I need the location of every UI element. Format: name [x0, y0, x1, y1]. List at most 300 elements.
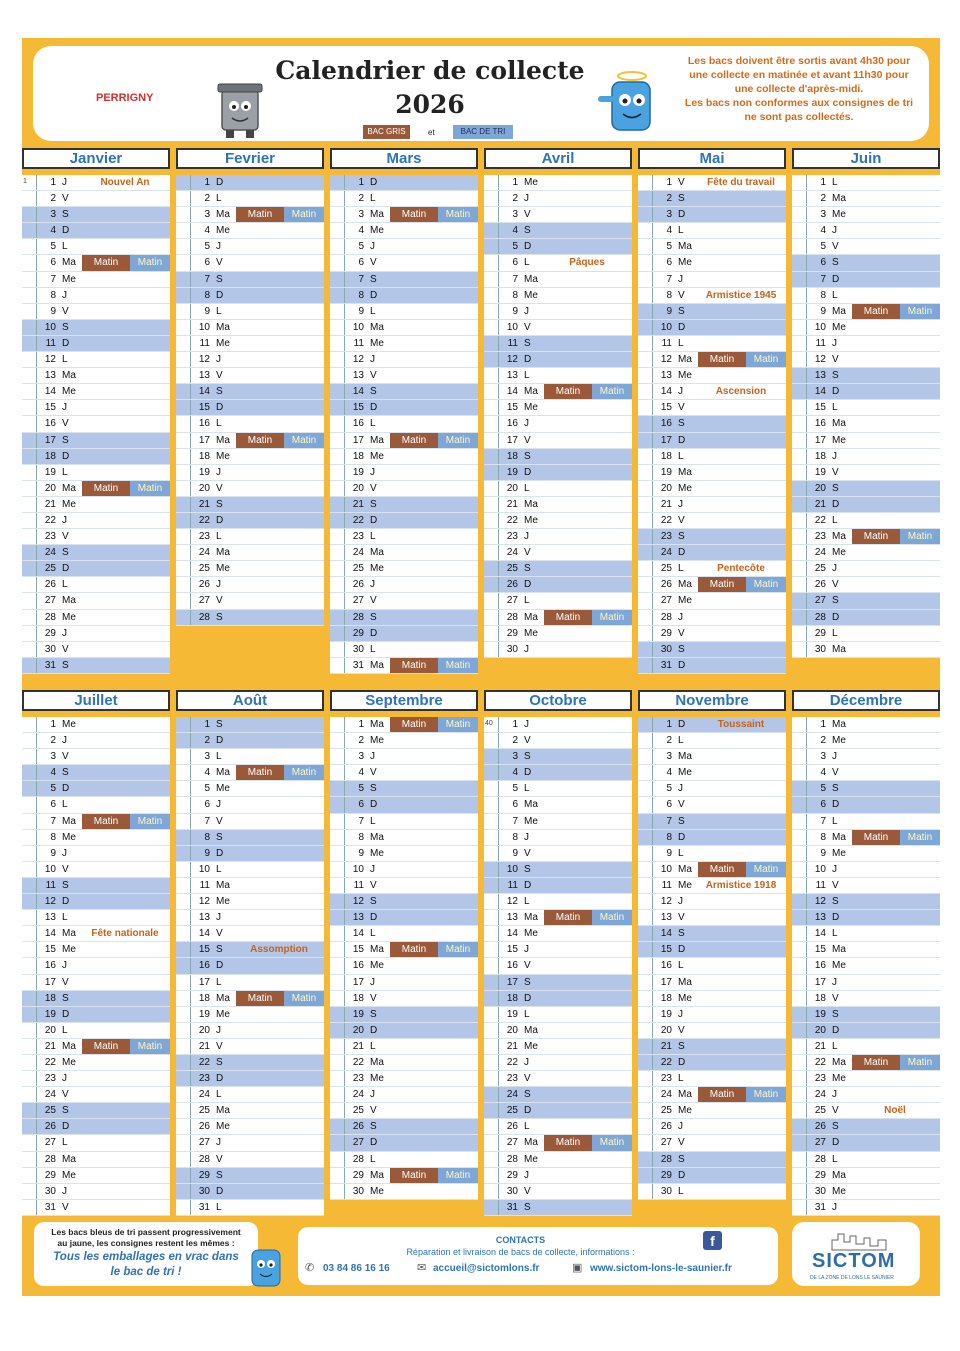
day-cell — [806, 449, 940, 464]
day-cell — [498, 368, 632, 383]
day-weekday: Me — [370, 450, 384, 462]
day-weekday: D — [832, 799, 840, 811]
day-weekday: Me — [524, 815, 538, 827]
day-number: 26 — [814, 1121, 826, 1133]
day-number: 1 — [358, 177, 364, 188]
day-row — [792, 1135, 940, 1151]
day-weekday: Ma — [678, 863, 692, 875]
day-number: 20 — [814, 482, 826, 494]
day-number: 28 — [506, 1153, 518, 1165]
day-number: 23 — [660, 1073, 672, 1085]
day-number: 14 — [44, 928, 56, 940]
day-number: 2 — [358, 735, 364, 747]
day-weekday: Ma — [678, 579, 692, 591]
day-weekday: J — [370, 354, 375, 366]
day-number: 17 — [660, 976, 672, 988]
day-weekday: V — [678, 177, 685, 188]
day-number: 28 — [660, 611, 672, 623]
day-number: 27 — [660, 1137, 672, 1149]
day-cell — [652, 223, 786, 238]
day-number: 29 — [814, 627, 826, 639]
day-weekday: L — [216, 531, 222, 543]
day-cell — [652, 593, 786, 608]
day-weekday: Me — [370, 847, 384, 859]
day-row — [176, 717, 324, 733]
day-weekday: D — [678, 547, 686, 559]
day-number: 27 — [506, 1137, 518, 1149]
day-number: 13 — [660, 370, 672, 382]
day-cell — [36, 497, 170, 512]
day-weekday: V — [216, 482, 223, 494]
day-weekday: S — [216, 944, 223, 956]
day-number: 14 — [814, 928, 826, 940]
collect-gris: Matin — [544, 610, 592, 625]
day-row — [22, 717, 170, 733]
day-row — [484, 497, 632, 513]
day-row — [484, 352, 632, 368]
day-row — [638, 1023, 786, 1039]
day-number: 9 — [512, 305, 518, 317]
day-cell — [36, 1071, 170, 1086]
day-cell — [806, 1007, 940, 1022]
day-number: 18 — [352, 450, 364, 462]
day-weekday: L — [678, 847, 684, 859]
day-cell — [498, 642, 632, 657]
day-cell — [190, 336, 324, 351]
day-weekday: L — [678, 1073, 684, 1085]
day-weekday: Me — [216, 783, 230, 795]
day-weekday: D — [62, 1008, 70, 1020]
day-weekday: J — [678, 273, 683, 285]
day-cell — [652, 830, 786, 845]
day-number: 24 — [660, 1089, 672, 1101]
day-cell — [498, 926, 632, 941]
day-number: 5 — [820, 241, 826, 253]
month-title: Juin — [792, 148, 940, 169]
day-number: 18 — [198, 450, 210, 462]
day-cell — [652, 272, 786, 287]
day-weekday: Me — [678, 879, 692, 891]
day-weekday: D — [62, 563, 70, 575]
day-number: 14 — [198, 386, 210, 398]
day-row — [484, 593, 632, 609]
day-row — [484, 1103, 632, 1119]
day-row — [176, 223, 324, 239]
day-weekday: S — [524, 976, 531, 988]
day-number: 19 — [660, 1008, 672, 1020]
day-number: 28 — [660, 1153, 672, 1165]
day-number: 9 — [358, 305, 364, 317]
day-row — [22, 191, 170, 207]
day-cell — [36, 272, 170, 287]
day-number: 30 — [44, 643, 56, 655]
day-number: 26 — [44, 579, 56, 591]
month-days — [484, 175, 632, 658]
day-cell — [806, 1200, 940, 1215]
holiday-label: Pâques — [569, 257, 605, 269]
day-cell — [344, 642, 478, 657]
day-weekday: Ma — [370, 1056, 384, 1068]
day-row — [792, 320, 940, 336]
day-cell — [498, 1168, 632, 1183]
day-weekday: Me — [678, 1105, 692, 1117]
day-number: 3 — [666, 209, 672, 221]
day-cell — [806, 239, 940, 254]
collect-tri: Matin — [438, 1168, 478, 1183]
day-cell — [652, 749, 786, 764]
website-link[interactable]: www.sictom-lons-le-saunier.fr — [590, 1263, 732, 1274]
day-cell — [498, 1103, 632, 1118]
day-cell — [190, 610, 324, 625]
day-weekday: S — [62, 659, 69, 671]
day-row — [484, 1135, 632, 1151]
day-weekday: S — [524, 1201, 531, 1213]
day-row — [792, 894, 940, 910]
day-number: 18 — [352, 992, 364, 1004]
day-cell — [344, 384, 478, 399]
day-cell — [652, 449, 786, 464]
day-number: 7 — [50, 273, 56, 285]
day-row — [638, 400, 786, 416]
day-number: 31 — [506, 1201, 518, 1213]
day-cell — [498, 797, 632, 812]
day-number: 7 — [50, 815, 56, 827]
day-number: 1 — [50, 177, 56, 188]
facebook-icon[interactable]: f — [703, 1231, 722, 1250]
day-cell — [36, 626, 170, 641]
collect-gris: Matin — [852, 529, 900, 544]
day-number: 12 — [660, 354, 672, 366]
day-cell — [36, 384, 170, 399]
day-row — [176, 207, 324, 223]
day-number: 11 — [815, 879, 826, 891]
phone-number[interactable]: 03 84 86 16 16 — [323, 1263, 390, 1274]
day-number: 5 — [666, 783, 672, 795]
day-weekday: L — [832, 402, 838, 414]
day-number: 3 — [512, 751, 518, 763]
day-cell — [652, 497, 786, 512]
day-number: 16 — [660, 960, 672, 972]
day-weekday: Me — [832, 847, 846, 859]
day-weekday: S — [678, 643, 685, 655]
day-cell — [190, 1087, 324, 1102]
day-number: 31 — [44, 659, 56, 671]
day-row — [792, 255, 940, 271]
day-number: 4 — [820, 767, 826, 779]
day-weekday: L — [832, 1153, 838, 1165]
day-weekday: Me — [62, 831, 76, 843]
day-row — [484, 304, 632, 320]
day-weekday: S — [370, 386, 377, 398]
day-cell — [806, 223, 940, 238]
day-weekday: S — [678, 815, 685, 827]
day-number: 14 — [506, 928, 518, 940]
day-number: 9 — [204, 305, 210, 317]
day-weekday: Ma — [62, 815, 76, 827]
day-row — [176, 384, 324, 400]
collect-gris: Matin — [544, 384, 592, 399]
day-number: 14 — [506, 386, 518, 398]
day-number: 15 — [814, 944, 826, 956]
day-weekday: Ma — [216, 321, 230, 333]
day-cell — [806, 175, 940, 190]
day-cell — [498, 749, 632, 764]
day-row — [176, 288, 324, 304]
day-cell — [344, 910, 478, 925]
day-number: 24 — [814, 547, 826, 559]
day-row — [22, 368, 170, 384]
day-number: 11 — [507, 879, 518, 891]
day-number: 3 — [820, 209, 826, 221]
day-number: 31 — [814, 1201, 826, 1213]
day-cell — [344, 223, 478, 238]
holiday-label: Armistice 1945 — [705, 289, 777, 301]
day-cell — [498, 513, 632, 528]
day-cell — [652, 400, 786, 415]
day-weekday: S — [524, 751, 531, 763]
day-cell — [344, 830, 478, 845]
day-weekday: D — [216, 177, 224, 188]
day-row — [638, 814, 786, 830]
day-row — [176, 926, 324, 942]
day-weekday: Me — [216, 1008, 230, 1020]
day-number: 13 — [506, 370, 518, 382]
day-row — [792, 239, 940, 255]
day-row — [638, 336, 786, 352]
day-number: 7 — [512, 815, 518, 827]
day-row — [330, 223, 478, 239]
day-number: 7 — [358, 815, 364, 827]
day-weekday: J — [524, 643, 529, 655]
day-number: 17 — [506, 434, 518, 446]
day-number: 2 — [512, 735, 518, 747]
day-weekday: V — [216, 1153, 223, 1165]
day-row — [176, 862, 324, 878]
day-number: 22 — [660, 514, 672, 526]
day-weekday: V — [216, 928, 223, 940]
day-number: 25 — [44, 1105, 56, 1117]
day-weekday: S — [216, 1169, 223, 1181]
day-weekday: D — [216, 402, 224, 414]
day-weekday: S — [370, 273, 377, 285]
day-cell — [190, 416, 324, 431]
day-weekday: L — [678, 337, 684, 349]
day-cell — [806, 942, 940, 957]
day-row — [638, 384, 786, 400]
day-number: 30 — [814, 1185, 826, 1197]
day-weekday: D — [62, 337, 70, 349]
day-row — [484, 626, 632, 642]
day-cell — [36, 765, 170, 780]
day-row — [484, 1039, 632, 1055]
day-weekday: L — [524, 482, 530, 494]
day-number: 4 — [50, 225, 56, 237]
day-cell — [806, 191, 940, 206]
month-7 — [22, 690, 170, 1216]
day-weekday: L — [678, 960, 684, 972]
collect-gris: Matin — [698, 1087, 746, 1102]
day-number: 2 — [50, 193, 56, 205]
day-row — [792, 958, 940, 974]
collect-tri: Matin — [438, 207, 478, 222]
day-weekday: V — [370, 482, 377, 494]
day-row — [792, 352, 940, 368]
day-weekday: Me — [678, 257, 692, 269]
day-number: 7 — [204, 815, 210, 827]
day-row — [176, 1103, 324, 1119]
day-row — [638, 926, 786, 942]
day-number: 10 — [198, 321, 210, 333]
day-row — [176, 449, 324, 465]
contacts-subtitle: Réparation et livraison de bacs de collecte, informations : — [406, 1247, 635, 1257]
day-row — [176, 304, 324, 320]
day-cell — [190, 926, 324, 941]
day-row — [792, 304, 940, 320]
email-link[interactable]: accueil@sictomlons.fr — [433, 1263, 540, 1274]
day-cell — [344, 733, 478, 748]
day-weekday: S — [370, 896, 377, 908]
day-row — [330, 384, 478, 400]
holiday-label: Assomption — [250, 944, 308, 956]
day-row — [638, 894, 786, 910]
day-weekday: J — [216, 579, 221, 591]
day-weekday: Ma — [62, 257, 76, 269]
day-weekday: L — [62, 799, 68, 811]
day-weekday: D — [678, 1056, 686, 1068]
day-number: 18 — [814, 992, 826, 1004]
day-row — [176, 894, 324, 910]
month-title: Fevrier — [176, 148, 324, 169]
collect-tri: Matin — [284, 765, 324, 780]
day-row — [792, 1119, 940, 1135]
day-cell — [498, 352, 632, 367]
day-cell — [344, 288, 478, 303]
day-cell — [498, 717, 632, 732]
day-cell — [344, 797, 478, 812]
day-cell — [652, 797, 786, 812]
day-row — [638, 255, 786, 271]
day-row — [176, 336, 324, 352]
day-row — [330, 1119, 478, 1135]
day-weekday: L — [62, 1024, 68, 1036]
day-cell — [498, 561, 632, 576]
day-weekday: Me — [62, 386, 76, 398]
day-cell — [806, 781, 940, 796]
day-number: 26 — [198, 579, 210, 591]
day-row — [484, 642, 632, 658]
day-row — [638, 642, 786, 658]
day-number: 1 — [358, 719, 364, 730]
day-number: 15 — [44, 402, 56, 414]
day-weekday: D — [370, 627, 378, 639]
holiday-label: Fête nationale — [91, 928, 159, 940]
day-row — [484, 749, 632, 765]
day-number: 9 — [512, 847, 518, 859]
day-row — [792, 175, 940, 191]
day-cell — [806, 465, 940, 480]
day-weekday: Me — [524, 928, 538, 940]
day-row — [22, 175, 170, 191]
day-number: 8 — [204, 289, 210, 301]
day-cell — [36, 958, 170, 973]
day-row — [638, 449, 786, 465]
day-number: 10 — [506, 863, 518, 875]
day-weekday: Me — [832, 1073, 846, 1085]
month-6 — [792, 148, 940, 658]
day-row — [330, 352, 478, 368]
day-number: 28 — [814, 611, 826, 623]
day-number: 16 — [814, 960, 826, 972]
day-cell — [344, 513, 478, 528]
day-cell — [498, 1184, 632, 1199]
contacts-title: CONTACTS — [495, 1235, 546, 1245]
day-row — [22, 1119, 170, 1135]
collect-gris: Matin — [544, 1135, 592, 1150]
day-weekday: Me — [62, 719, 76, 730]
day-weekday: V — [370, 595, 377, 607]
day-number: 13 — [44, 370, 56, 382]
day-row — [792, 497, 940, 513]
day-number: 24 — [506, 547, 518, 559]
day-weekday: V — [832, 1105, 839, 1117]
day-cell — [36, 942, 170, 957]
day-weekday: S — [62, 321, 69, 333]
day-number: 19 — [814, 466, 826, 478]
day-number: 9 — [50, 305, 56, 317]
day-row — [22, 593, 170, 609]
day-weekday: Ma — [62, 1153, 76, 1165]
day-row — [176, 1039, 324, 1055]
day-number: 19 — [352, 1008, 364, 1020]
day-number: 1 — [204, 177, 210, 188]
day-row — [176, 1071, 324, 1087]
day-row — [792, 1168, 940, 1184]
day-number: 15 — [352, 402, 364, 414]
day-weekday: Me — [216, 450, 230, 462]
day-row — [176, 910, 324, 926]
holiday-label: Pentecôte — [717, 563, 765, 575]
day-number: 4 — [512, 225, 518, 237]
day-cell — [344, 749, 478, 764]
day-weekday: D — [832, 498, 840, 510]
collect-gris: Matin — [390, 1168, 438, 1183]
day-weekday: Me — [524, 402, 538, 414]
day-number: 19 — [660, 466, 672, 478]
day-cell — [806, 255, 940, 270]
day-weekday: Ma — [216, 547, 230, 559]
day-row — [638, 207, 786, 223]
day-row — [792, 207, 940, 223]
day-cell — [36, 1087, 170, 1102]
collect-gris: Matin — [698, 352, 746, 367]
day-row — [484, 942, 632, 958]
day-weekday: Me — [216, 563, 230, 575]
day-cell — [36, 593, 170, 608]
day-weekday: Ma — [62, 1040, 76, 1052]
day-row — [638, 368, 786, 384]
day-weekday: L — [678, 450, 684, 462]
day-weekday: L — [832, 1040, 838, 1052]
day-cell — [652, 207, 786, 222]
day-row — [638, 1184, 786, 1200]
day-row — [22, 288, 170, 304]
day-weekday: D — [62, 783, 70, 795]
day-number: 8 — [204, 831, 210, 843]
day-row — [638, 433, 786, 449]
day-row — [792, 433, 940, 449]
day-weekday: J — [832, 1089, 837, 1101]
day-cell — [190, 1055, 324, 1070]
